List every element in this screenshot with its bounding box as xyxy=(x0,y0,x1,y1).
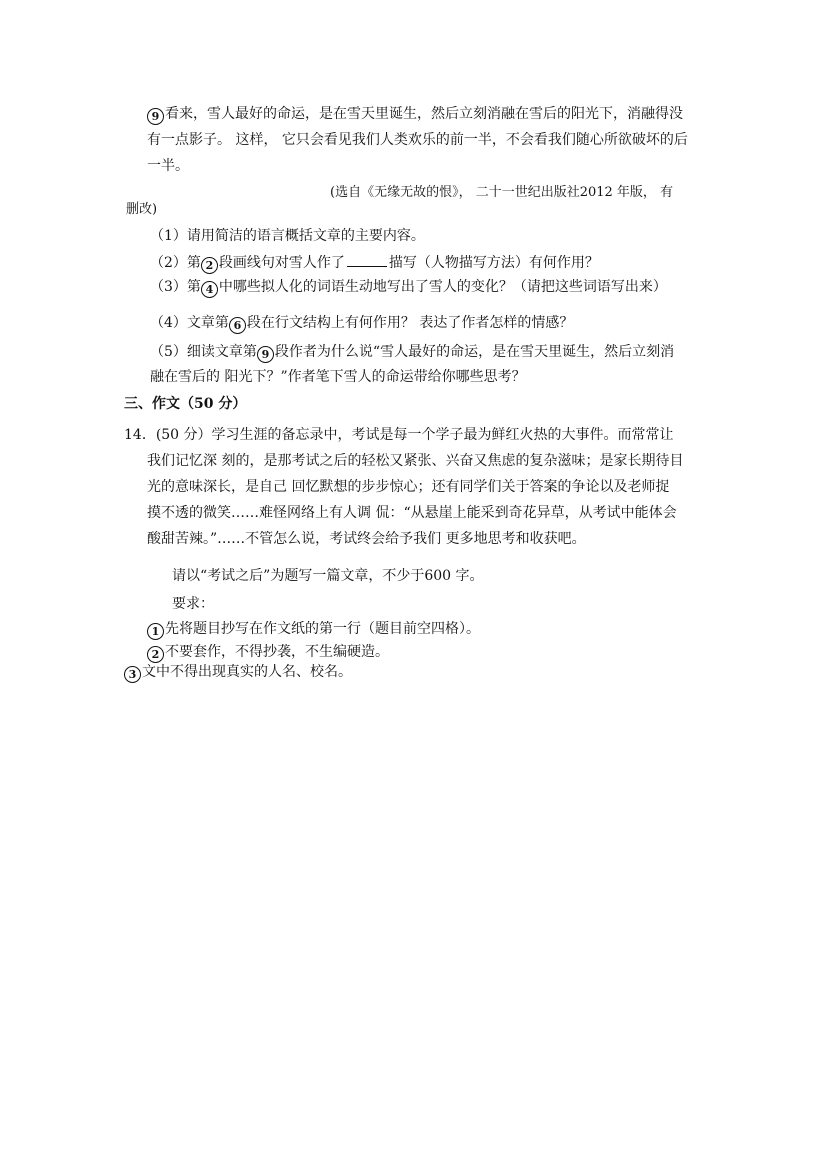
question-2 xyxy=(150,252,599,274)
question-5-suffix: 段作者为什么说“雪人最好的命运，是在雪天里诞生，然后立刻消 xyxy=(274,344,675,360)
source-citation: (选自《无缘无故的恨》， 二十一世纪出版社2012 年版， 有 xyxy=(330,185,674,200)
question-3 xyxy=(150,277,667,298)
question-14-line-5: 酸甜苦辣。”……不管怎么说，考试终会给予我们 更多地思考和收获吧。 xyxy=(147,531,586,547)
requirement-3-text: 文中不得出现真实的人名、校名。 xyxy=(142,664,352,680)
circled-number-6: 6 xyxy=(229,317,246,334)
requirement-1-text: 先将题目抄写在作文纸的第一行（题目前空四格）。 xyxy=(165,621,480,637)
paragraph-9-text-1: 看来，雪人最好的命运，是在雪天里诞生，然后立刻消融在雪后的阳光下，消融得没 xyxy=(165,106,683,122)
question-5 xyxy=(150,342,674,363)
paragraph-9-line-2: 有一点影子。 这样， 它只会看见我们人类欢乐的前一半，不会看我们随心所欲破坏的后 xyxy=(147,132,688,148)
essay-prompt: 请以“考试之后”为题写一篇文章，不少于600 字。 xyxy=(172,568,484,584)
requirements-label: 要求： xyxy=(172,596,214,612)
source-citation-cont: 删改) xyxy=(126,202,158,217)
requirement-2-text: 不要套作，不得抄袭，不生编硬造。 xyxy=(165,644,389,660)
question-5-line-2: 融在雪后的 阳光下？”作者笔下雪人的命运带给你哪些思考？ xyxy=(150,369,526,385)
question-4-prefix: （4）文章第 xyxy=(150,315,229,331)
question-4 xyxy=(150,313,573,334)
question-14-line-1: 14．(50 分）学习生涯的备忘录中，考试是每一个学子最为鲜红火热的大事件。而常常让 xyxy=(124,427,674,443)
question-14-line-2: 我们记忆深 刻的，是那考试之后的轻松又紧张、兴奋又焦虑的复杂滋味；是家长期待目 xyxy=(147,453,684,469)
question-2-suffix: 描写（人物描写方法）有何作用？ xyxy=(388,255,599,271)
question-5-prefix: （5）细读文章第 xyxy=(150,344,257,360)
question-1: （1）请用简洁的语言概括文章的主要内容。 xyxy=(150,228,425,244)
question-2-mid: 段画线句对雪人作了 xyxy=(218,255,345,271)
circled-number-4: 4 xyxy=(201,281,218,298)
question-14-line-4: 摸不透的微笑……难怪网络上有人调 侃：“从悬崖上能采到奇花异草，从考试中能体会 xyxy=(147,505,677,521)
circled-number-1: 1 xyxy=(147,623,164,640)
paragraph-9-line-3: 一半。 xyxy=(147,158,189,174)
paragraph-9-line-1 xyxy=(147,104,683,125)
question-3-suffix: 中哪些拟人化的词语生动地写出了雪人的变化？（请把这些词语写出来） xyxy=(218,279,667,295)
question-4-suffix: 段在行文结构上有何作用？ 表达了作者怎样的情感？ xyxy=(246,315,574,331)
question-2-prefix: （2）第 xyxy=(150,255,201,271)
requirement-1 xyxy=(147,619,480,640)
circled-number-2: 2 xyxy=(201,257,218,274)
requirement-3 xyxy=(124,662,352,683)
circled-number-9: 9 xyxy=(147,108,164,125)
circled-number-3: 3 xyxy=(124,666,141,683)
circled-number-9: 9 xyxy=(257,346,274,363)
question-3-prefix: （3）第 xyxy=(150,279,201,295)
requirement-2 xyxy=(147,642,389,663)
question-14-line-3: 光的意味深长，是自己 回忆默想的步步惊心；还有同学们关于答案的争论以及老师捉 xyxy=(147,479,670,495)
answer-blank xyxy=(347,252,387,267)
section-3-heading: 三、作文（50 分） xyxy=(124,396,247,412)
circled-number-2: 2 xyxy=(147,646,164,663)
